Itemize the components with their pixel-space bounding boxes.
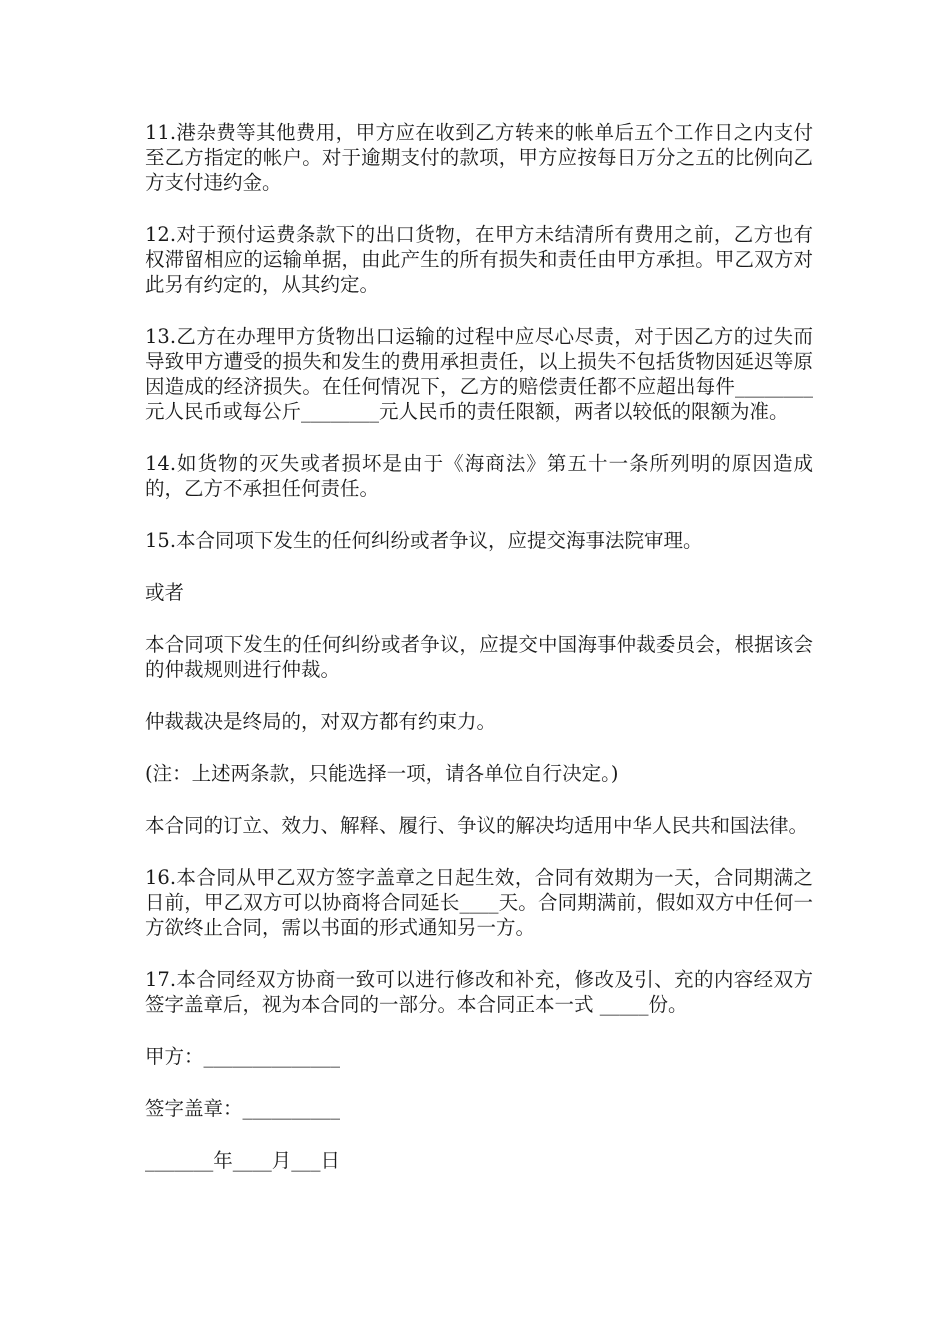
party-a-line: 甲方：______________ [145,1045,341,1068]
or-text: 或者 [145,581,185,604]
clause-13: 13.乙方在办理甲方货物出口运输的过程中应尽心尽责，对于因乙方的过失而导致甲方遭受的损失和发生的费用承担责任，以上损失不包括货物因延迟等原因造成的经济损失。在任何情况下，乙方的赔偿责任都不应超出每件________元人民币或每公斤________元人民币的责任限额，两者以较低的限额为准。 [145,325,813,423]
note-text: (注：上述两条款，只能选择一项，请各单位自行决定。) [145,762,619,785]
clause-12: 12.对于预付运费条款下的出口货物，在甲方未结清所有费用之前，乙方也有权滞留相应的运输单据，由此产生的所有损失和责任由甲方承担。甲乙双方对此另有约定的，从其约定。 [145,223,813,296]
clause-17: 17.本合同经双方协商一致可以进行修改和补充，修改及引、充的内容经双方签字盖章后，视为本合同的一部分。本合同正本一式 _____份。 [145,968,813,1016]
seal-line: 签字盖章：__________ [145,1097,341,1120]
arbitration-final: 仲裁裁决是终局的，对双方都有约束力。 [145,710,497,733]
clause-15: 15.本合同项下发生的任何纠纷或者争议，应提交海事法院审理。 [145,529,703,552]
clause-11: 11.港杂费等其他费用，甲方应在收到乙方转来的帐单后五个工作日之内支付至乙方指定的帐户。对于逾期支付的款项，甲方应按每日万分之五的比例向乙方支付违约金。 [145,121,813,194]
document-body [145,120,813,1200]
clause-14: 14.如货物的灭失或者损坏是由于《海商法》第五十一条所列明的原因造成的，乙方不承担任何责任。 [145,452,813,500]
clause-16: 16.本合同从甲乙双方签字盖章之日起生效，合同有效期为一天，合同期满之日前，甲乙双方可以协商将合同延长____天。合同期满前，假如双方中任何一方欲终止合同，需以书面的形式通知另一方。 [145,866,813,939]
governing-law: 本合同的订立、效力、解释、履行、争议的解决均适用中华人民共和国法律。 [145,814,809,837]
arbitration-clause: 本合同项下发生的任何纠纷或者争议，应提交中国海事仲裁委员会，根据该会的仲裁规则进行仲裁。 [145,633,813,681]
date-line: _______年____月___日 [145,1149,341,1172]
